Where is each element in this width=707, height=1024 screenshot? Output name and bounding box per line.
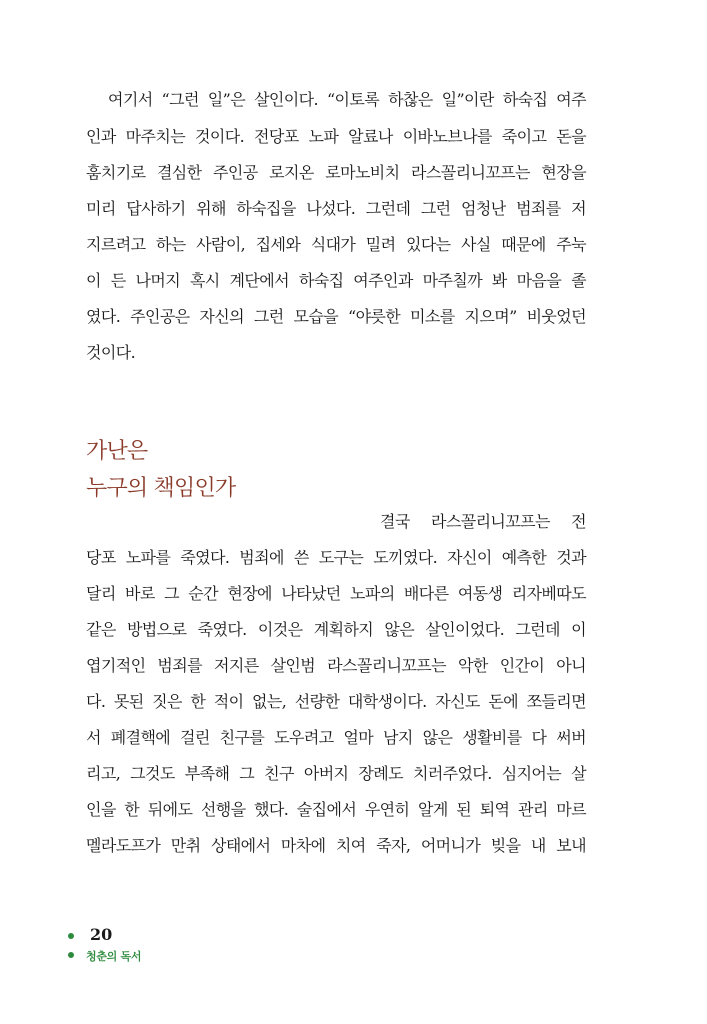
- body-text-line: 결국 라스꼴리니꼬프는 전: [380, 512, 586, 531]
- body-text-line: 지르려고 하는 사람이, 집세와 식대가 밀려 있다는 사실 때문에 주눅: [86, 235, 586, 254]
- bullet-dot-icon: [68, 933, 74, 939]
- body-text-line: 리고, 그것도 부족해 그 친구 아버지 장례도 치러주었다. 심지어는 살: [86, 764, 586, 783]
- book-title: 청춘의 독서: [86, 950, 142, 963]
- heading-line-1: 가난은: [86, 439, 148, 464]
- body-text-line: 여기서 “그런 일”은 살인이다. “이토록 하찮은 일”이란 하숙집 여주: [108, 90, 586, 109]
- body-text-line: 멜라도프가 만취 상태에서 마차에 치여 죽자, 어머니가 빚을 내 보내: [86, 836, 586, 855]
- body-text-line: 훔치기로 결심한 주인공 로지온 로마노비치 라스꼴리니꼬프는 현장을: [86, 163, 586, 182]
- body-text-line: 다. 못된 짓은 한 적이 없는, 선량한 대학생이다. 자신도 돈에 쪼들리면: [86, 692, 586, 711]
- body-text-line: 달리 바로 그 순간 현장에 나타났던 노파의 배다른 여동생 리자베따도: [86, 584, 586, 603]
- page-number: 20: [90, 925, 113, 944]
- bullet-dot-icon: [68, 952, 74, 958]
- body-text-line: 였다. 주인공은 자신의 그런 모습을 “야릇한 미소를 지으며” 비웃었던: [86, 307, 586, 326]
- body-text-line: 인을 한 뒤에도 선행을 했다. 술집에서 우연히 알게 된 퇴역 관리 마르: [86, 800, 586, 819]
- body-text-line: 서 폐결핵에 걸린 친구를 도우려고 얼마 남지 않은 생활비를 다 써버: [86, 728, 586, 747]
- body-text-line: 엽기적인 범죄를 저지른 살인범 라스꼴리니꼬프는 악한 인간이 아니: [86, 656, 586, 675]
- body-text-line: 미리 답사하기 위해 하숙집을 나섰다. 그런데 그런 엄청난 범죄를 저: [86, 199, 586, 218]
- body-text-line: 이 든 나머지 혹시 계단에서 하숙집 여주인과 마주칠까 봐 마음을 졸: [86, 271, 586, 290]
- heading-line-2: 누구의 책임인가: [86, 476, 236, 501]
- body-text-line: 것이다.: [86, 343, 136, 362]
- body-text-line: 당포 노파를 죽였다. 범죄에 쓴 도구는 도끼였다. 자신이 예측한 것과: [86, 548, 586, 567]
- body-text-line: 같은 방법으로 죽였다. 이것은 계획하지 않은 살인이었다. 그런데 이: [86, 620, 586, 639]
- body-text-line: 인과 마주치는 것이다. 전당포 노파 알료나 이바노브나를 죽이고 돈을: [86, 127, 586, 146]
